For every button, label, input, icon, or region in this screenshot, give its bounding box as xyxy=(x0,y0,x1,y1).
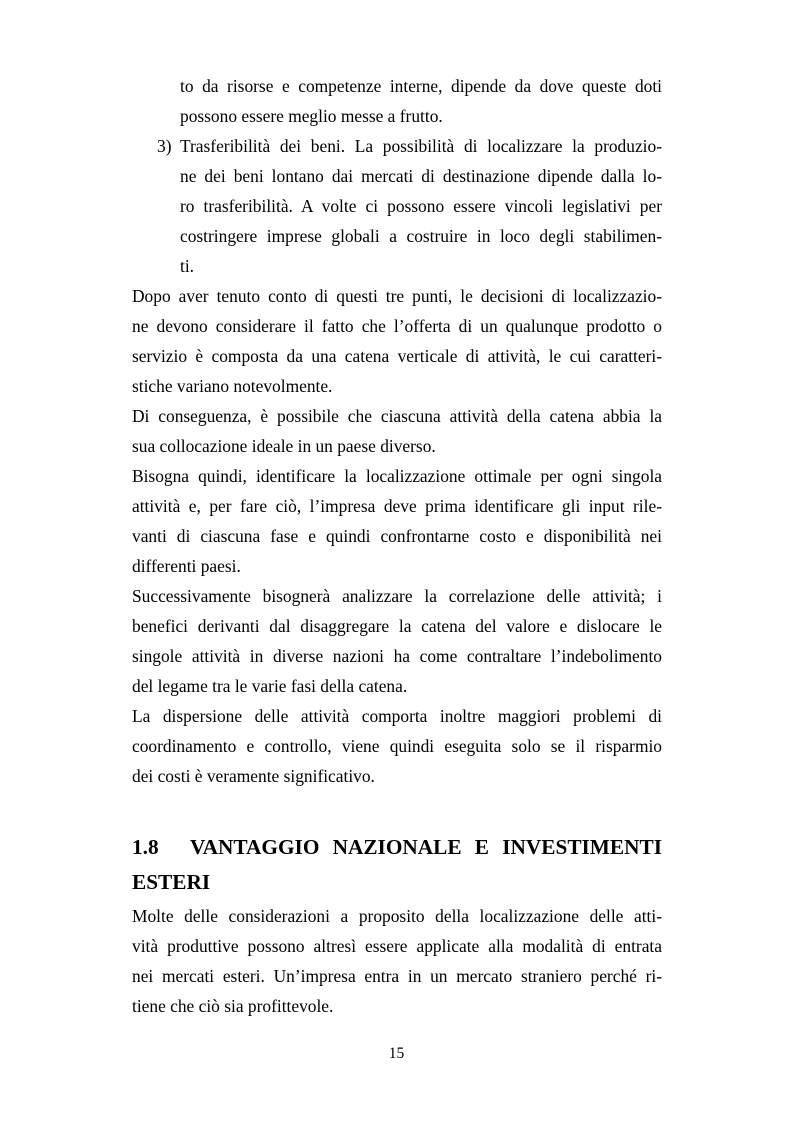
paragraph-line: benefici derivanti dal disaggregare la catena del valore e dislocare le xyxy=(132,616,662,636)
section-paragraph xyxy=(132,901,662,1021)
paragraph-line: vanti di ciascuna fase e quindi confrontarne costo e disponibilità nei xyxy=(132,526,662,546)
paragraph-line: sua collocazione ideale in un paese diverso. xyxy=(132,436,436,456)
list-item-line: ti. xyxy=(180,256,195,276)
paragraph-line: vità produttive possono altresì essere applicate alla modalità di entrata xyxy=(132,936,662,956)
paragraph-line: nei mercati esteri. Un’impresa entra in un mercato straniero perché ri- xyxy=(132,966,662,986)
list-continuation-line: to da risorse e competenze interne, dipende da dove queste doti xyxy=(180,76,662,96)
paragraph-line: singole attività in diverse nazioni ha come contraltare l’indebolimento xyxy=(132,646,662,666)
section-title-line2: ESTERI xyxy=(132,870,211,894)
paragraph-line: stiche variano notevolmente. xyxy=(132,376,333,396)
paragraph-line: Successivamente bisognerà analizzare la correlazione delle attività; i xyxy=(132,586,662,606)
section-number: 1.8 xyxy=(132,835,159,859)
list-item-line: Trasferibilità dei beni. La possibilità di localizzare la produzio- xyxy=(180,136,662,156)
list-item-3 xyxy=(132,131,662,281)
list-item-line: ne dei beni lontano dai mercati di destinazione dipende dalla lo- xyxy=(180,166,662,186)
paragraph-line: servizio è composta da una catena verticale di attività, le cui caratteri- xyxy=(132,346,662,366)
page-body xyxy=(132,71,662,1021)
paragraph-line: del legame tra le varie fasi della catena. xyxy=(132,676,408,696)
list-item-line: ro trasferibilità. A volte ci possono essere vincoli legislativi per xyxy=(180,196,662,216)
section-heading xyxy=(132,831,662,863)
page-number: 15 xyxy=(388,1045,405,1062)
paragraph-line: Molte delle considerazioni a proposito della localizzazione delle atti- xyxy=(132,906,662,926)
section-title-line1: VANTAGGIO NAZIONALE E INVESTIMENTI xyxy=(190,835,662,859)
paragraph xyxy=(132,701,662,791)
list-item-line: costringere imprese globali a costruire in loco degli stabilimen- xyxy=(180,226,662,246)
paragraph-line: Di conseguenza, è possibile che ciascuna attività della catena abbia la xyxy=(132,406,662,426)
paragraph-line: tiene che ciò sia profittevole. xyxy=(132,996,334,1016)
paragraph-line: ne devono considerare il fatto che l’offerta di un qualunque prodotto o xyxy=(132,316,662,336)
paragraph-line: attività e, per fare ciò, l’impresa deve prima identificare gli input rile- xyxy=(132,496,662,516)
paragraph xyxy=(132,581,662,701)
paragraph xyxy=(132,281,662,401)
paragraph-line: La dispersione delle attività comporta inoltre maggiori problemi di xyxy=(132,706,662,726)
paragraph-line: differenti paesi. xyxy=(132,556,241,576)
list-item-number: 3) xyxy=(157,136,172,156)
paragraph xyxy=(132,461,662,581)
paragraph xyxy=(132,401,662,461)
paragraph-line: coordinamento e controllo, viene quindi eseguita solo se il risparmio xyxy=(132,736,662,756)
list-continuation-line: possono essere meglio messe a frutto. xyxy=(180,106,443,126)
paragraph-line: Bisogna quindi, identificare la localizzazione ottimale per ogni singola xyxy=(132,466,662,486)
paragraph-line: dei costi è veramente significativo. xyxy=(132,766,375,786)
paragraph-line: Dopo aver tenuto conto di questi tre punti, le decisioni di localizzazio- xyxy=(132,286,662,306)
